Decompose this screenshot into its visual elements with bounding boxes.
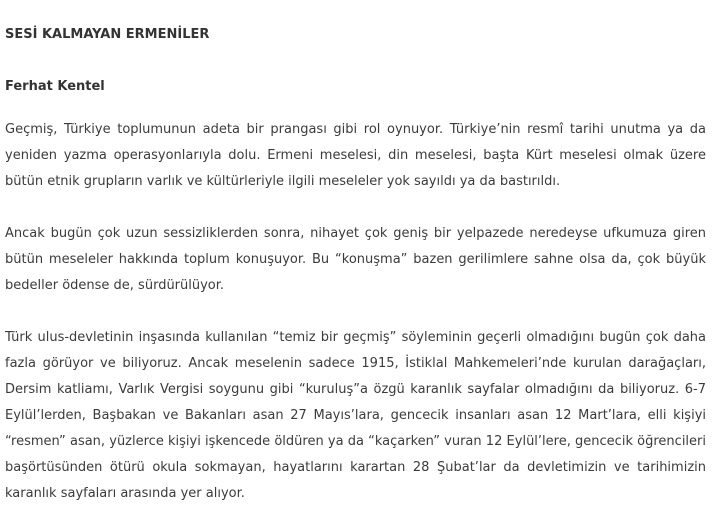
article-title: SESİ KALMAYAN ERMENİLER <box>5 27 210 42</box>
article-paragraph-2: Ancak bugün çok uzun sessizliklerden sonra, nihayet çok geniş bir yelpazede neredeyse ufkumuza giren bütün meseleler hakkında toplum konuşuyor. Bu “konuşma” bazen gerilimlere sahne olsa da, çok büyük bedeller ödense de, sürdürülüyor. <box>5 226 706 293</box>
article-author: Ferhat Kentel <box>5 79 105 94</box>
article <box>5 23 706 507</box>
article-paragraph-3: Türk ulus-devletinin inşasında kullanılan “temiz bir geçmiş” söyleminin geçerli olmadığını bugün çok daha fazla görüyor ve biliyoruz. Ancak meselenin sadece 1915, İstiklal Mahkemeleri’nde kurulan darağaçları, Dersim katliamı, Varlık Vergisi soygunu gibi “kuruluş”a özgü karanlık sayfalar olmadığını da biliyoruz. 6-7 Eylül’lerden, Başbakan ve Bakanları asan 27 Mayıs’lara, gencecik insanları asan 12 Mart’lara, elli kişiyi “resmen” asan, yüzlerce kişiyi işkencede öldüren ya da “kaçarken” vuran 12 Eylül’lere, gencecik öğrencileri başörtüsünden ötürü okula sokmayan, hayatlarını karartan 28 Şubat’lar da devletimizin ve tarihimizin karanlık sayfaları arasında yer alıyor. <box>5 330 706 501</box>
article-paragraph-1: Geçmiş, Türkiye toplumunun adeta bir prangası gibi rol oynuyor. Türkiye’nin resmî tarihi unutma ya da yeniden yazma operasyonlarıyla dolu. Ermeni meselesi, din meselesi, başta Kürt meselesi olmak üzere bütün etnik grupların varlık ve kültürleriyle ilgili meseleler yok sayıldı ya da bastırıldı. <box>5 122 706 189</box>
